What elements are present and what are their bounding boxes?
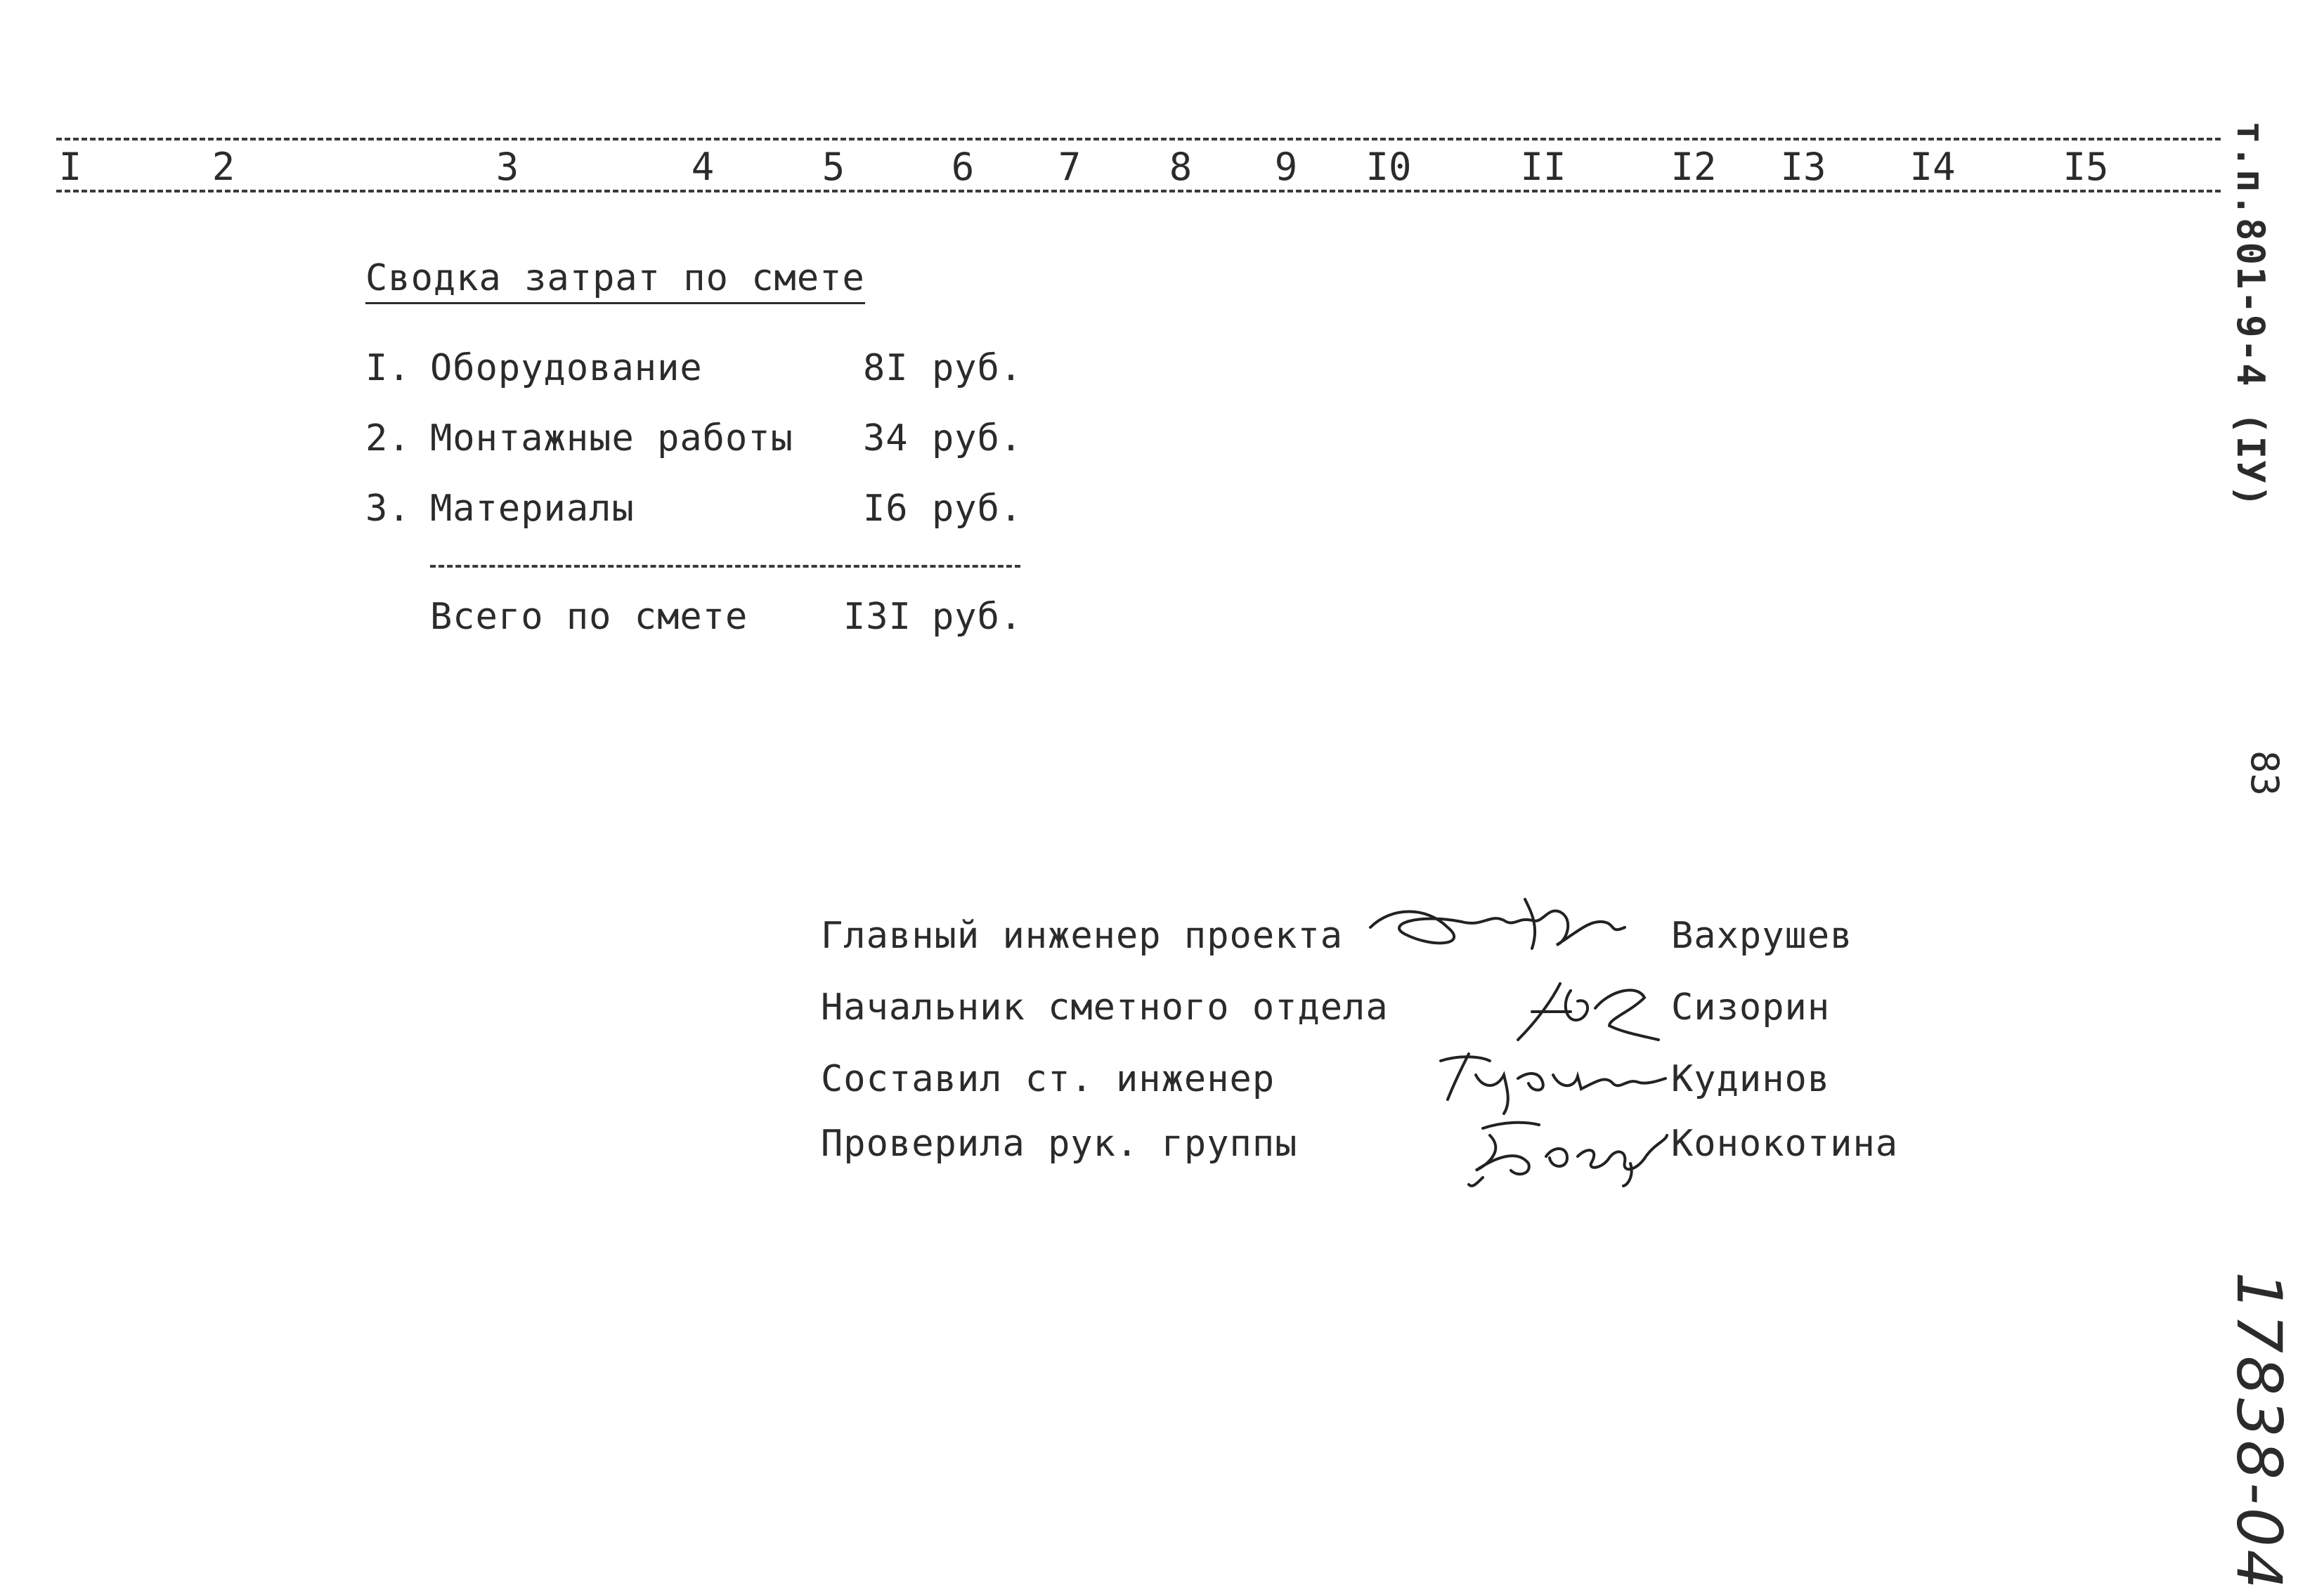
column-number: 2 <box>212 145 235 189</box>
column-number: I0 <box>1365 145 1412 189</box>
item-label: Материалы <box>430 488 635 530</box>
page-number: 83 <box>2242 750 2287 797</box>
signature-role: Проверила рук. группы <box>821 1123 1298 1165</box>
inventory-number: 17838-04 <box>2223 1272 2295 1592</box>
column-number: 6 <box>951 145 975 189</box>
item-amount: 8I <box>863 347 909 389</box>
column-number: 3 <box>495 145 519 189</box>
document-code: т.п.801-9-4 (IУ) <box>2228 121 2273 509</box>
signature-name: Конокотина <box>1671 1123 1899 1165</box>
signature-name: Кудинов <box>1671 1058 1831 1100</box>
column-number: 5 <box>822 145 845 189</box>
total-amount: I3I <box>843 596 911 638</box>
signature-name: Вахрушев <box>1671 915 1853 957</box>
column-number: II <box>1520 145 1566 189</box>
item-unit: руб. <box>932 488 1023 530</box>
item-amount: 34 <box>863 417 909 459</box>
signature-name: Сизорин <box>1671 986 1831 1029</box>
item-number: 2. <box>365 417 411 459</box>
signature-role: Главный инженер проекта <box>821 915 1344 957</box>
item-number: I. <box>365 347 411 389</box>
column-number: I <box>58 145 82 189</box>
column-number: I3 <box>1780 145 1826 189</box>
column-number: I5 <box>2063 145 2109 189</box>
handwritten-signature <box>1434 1040 1673 1117</box>
signature-role: Составил ст. инженер <box>821 1058 1275 1100</box>
handwritten-signature <box>1462 1107 1673 1192</box>
column-number: I4 <box>1909 145 1956 189</box>
signature-role: Начальник сметного отдела <box>821 986 1389 1029</box>
column-number: 8 <box>1169 145 1193 189</box>
total-unit: руб. <box>932 596 1023 638</box>
column-number: 9 <box>1274 145 1298 189</box>
summary-title: Сводка затрат по смете <box>365 257 865 304</box>
total-separator <box>430 565 1020 568</box>
header-top-dashed-line <box>56 138 2221 141</box>
item-number: 3. <box>365 488 411 530</box>
column-number: 7 <box>1058 145 1082 189</box>
item-amount: I6 <box>863 488 909 530</box>
header-bottom-dashed-line <box>56 190 2221 193</box>
item-label: Монтажные работы <box>430 417 793 459</box>
total-label: Всего по смете <box>430 596 748 638</box>
item-label: Оборудование <box>430 347 703 389</box>
handwritten-signature <box>1363 878 1644 963</box>
column-number: I2 <box>1670 145 1717 189</box>
item-unit: руб. <box>932 347 1023 389</box>
column-number: 4 <box>691 145 715 189</box>
item-unit: руб. <box>932 417 1023 459</box>
